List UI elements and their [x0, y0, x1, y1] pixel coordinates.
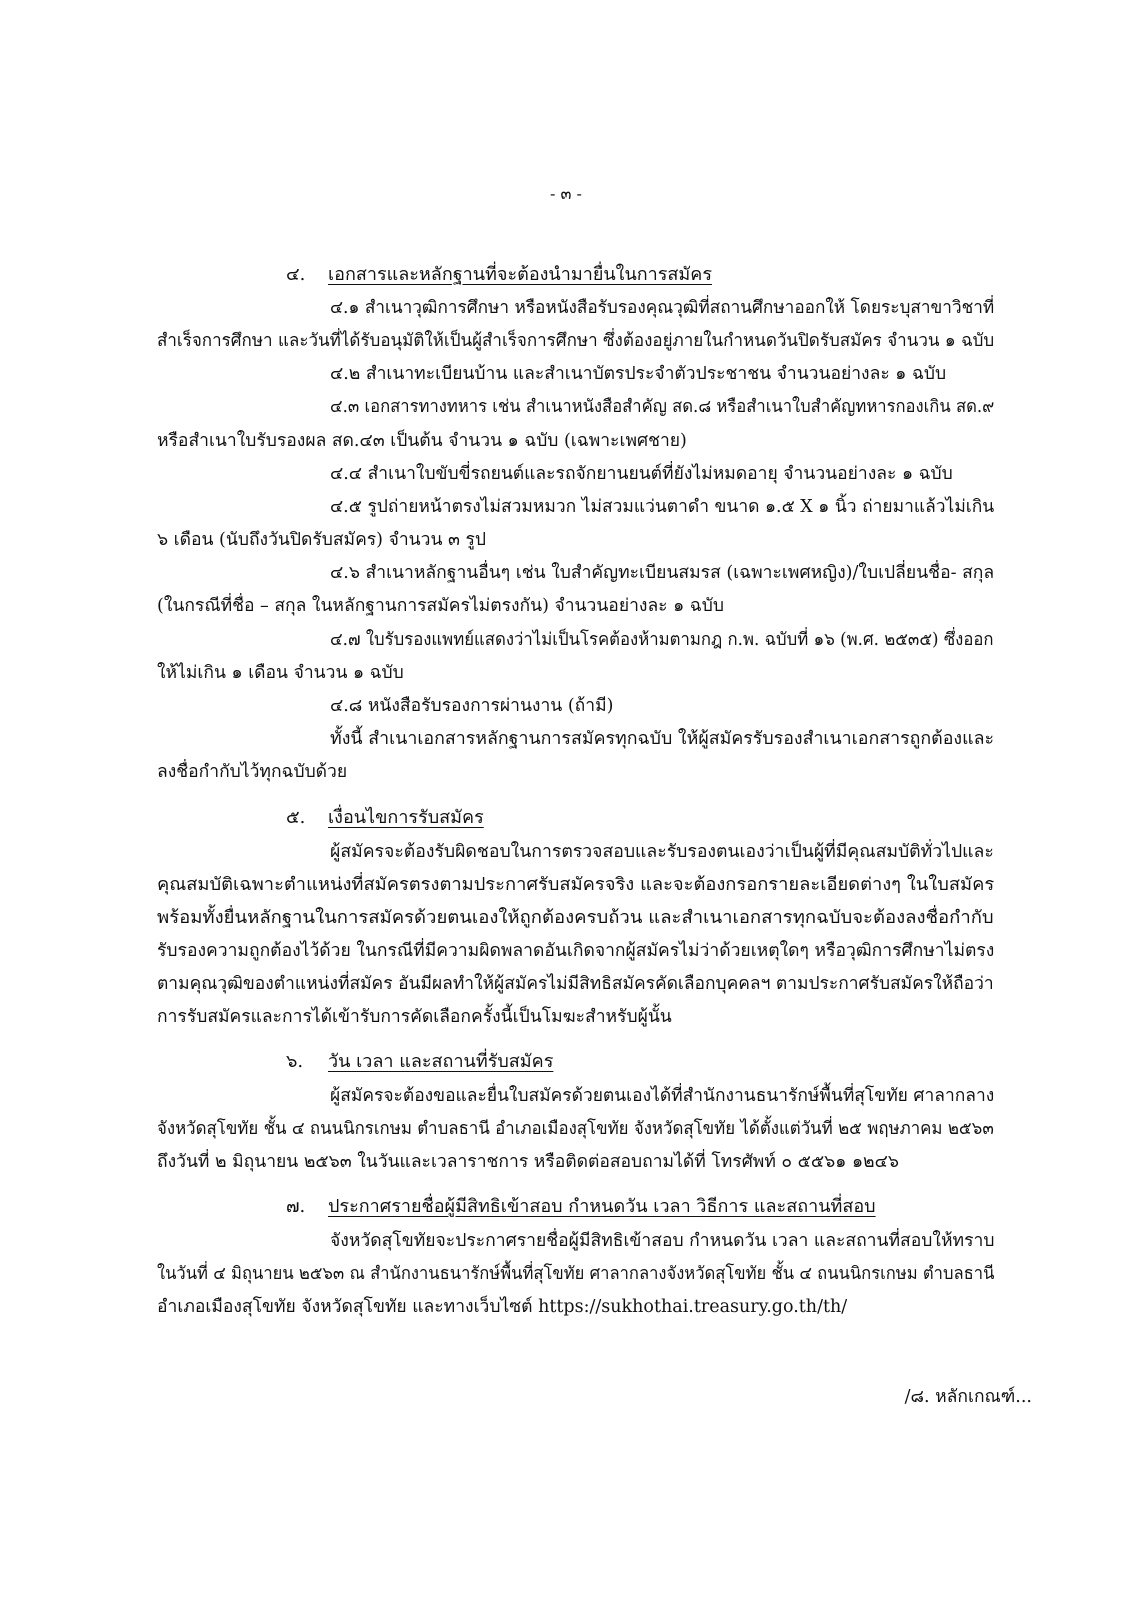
paragraph-line: ๔.๔ สำเนาใบขับขี่รถยนต์และรถจักยานยนต์ที่ยังไม่หมดอายุ จำนวนอย่างละ ๑ ฉบับ — [330, 464, 953, 484]
section-7-heading — [286, 1195, 876, 1219]
paragraph-line: จังหวัดสุโขทัยจะประกาศรายชื่อผู้มีสิทธิเข้าสอบ กำหนดวัน เวลา และสถานที่สอบให้ทราบ — [330, 1231, 995, 1251]
paragraph-line: ๔.๖ สำเนาหลักฐานอื่นๆ เช่น ใบสำคัญทะเบียนสมรส (เฉพาะเพศหญิง)/ใบเปลี่ยนชื่อ- สกุล — [330, 563, 995, 583]
section-5-number: ๕. — [286, 807, 306, 828]
paragraph-line: ให้ไม่เกิน ๑ เดือน จำนวน ๑ ฉบับ — [157, 663, 404, 683]
section-6-number: ๖. — [286, 1051, 304, 1072]
paragraph-line: ๔.๘ หนังสือรับรองการผ่านงาน (ถ้ามี) — [330, 696, 614, 716]
paragraph-line: ๖ เดือน (นับถึงวันปิดรับสมัคร) จำนวน ๓ รูป — [157, 530, 487, 550]
paragraph-line: การรับสมัครและการได้เข้ารับการคัดเลือกครั้งนี้เป็นโมฆะสำหรับผู้นั้น — [157, 1007, 672, 1027]
paragraph-line: ๔.๒ สำเนาทะเบียนบ้าน และสำเนาบัตรประจำตัวประชาชน จำนวนอย่างละ ๑ ฉบับ — [330, 364, 947, 384]
paragraph-line: ๔.๗ ใบรับรองแพทย์แสดงว่าไม่เป็นโรคต้องห้ามตามกฎ ก.พ. ฉบับที่ ๑๖ (พ.ศ. ๒๕๓๕) ซึ่งออก — [330, 630, 994, 650]
paragraph-line: ๔.๕ รูปถ่ายหน้าตรงไม่สวมหมวก ไม่สวมแว่นตาดำ ขนาด ๑.๕ X ๑ นิ้ว ถ่ายมาแล้วไม่เกิน — [330, 497, 995, 517]
paragraph-line: ลงชื่อกำกับไว้ทุกฉบับด้วย — [157, 762, 348, 782]
section-4-title: เอกสารและหลักฐานที่จะต้องนำมายื่นในการสมัคร — [328, 264, 712, 285]
section-5-heading — [286, 806, 484, 830]
paragraph-line: สำเร็จการศึกษา และวันที่ได้รับอนุมัติให้เป็นผู้สำเร็จการศึกษา ซึ่งต้องอยู่ภายในกำหนดวันปิดรับสมัคร จำนวน ๑ ฉบับ — [157, 331, 995, 351]
paragraph-line: พร้อมทั้งยื่นหลักฐานในการสมัครด้วยตนเองให้ถูกต้องครบถ้วน และสำเนาเอกสารทุกฉบับจะต้องลงชื่อกำกับ — [157, 908, 994, 928]
paragraph-line: ในวันที่ ๔ มิถุนายน ๒๕๖๓ ณ สำนักงานธนารักษ์พื้นที่สุโขทัย ศาลากลางจังหวัดสุโขทัย ชั้น ๔ ถนนนิกรเกษม ตำบลธานี — [157, 1264, 995, 1284]
paragraph-line: รับรองความถูกต้องไว้ด้วย ในกรณีที่มีความผิดพลาดอันเกิดจากผู้สมัครไม่ว่าด้วยเหตุใดๆ หรือวุฒิการศึกษาไม่ตรง — [157, 941, 995, 961]
paragraph-line: (ในกรณีที่ชื่อ – สกุล ในหลักฐานการสมัครไม่ตรงกัน) จำนวนอย่างละ ๑ ฉบับ — [157, 596, 724, 616]
paragraph-line: ผู้สมัครจะต้องขอและยื่นใบสมัครด้วยตนเองได้ที่สำนักงานธนารักษ์พื้นที่สุโขทัย ศาลากลาง — [330, 1086, 995, 1106]
section-5-title: เงื่อนไขการรับสมัคร — [328, 807, 484, 828]
paragraph-line: คุณสมบัติเฉพาะตำแหน่งที่สมัครตรงตามประกาศรับสมัครจริง และจะต้องกรอกรายละเอียดต่างๆ ในใบสมัคร — [157, 875, 995, 895]
paragraph-line: หรือสำเนาใบรับรองผล สด.๔๓ เป็นต้น จำนวน ๑ ฉบับ (เฉพาะเพศชาย) — [157, 431, 687, 451]
section-6-heading — [286, 1050, 553, 1074]
paragraph-line: อำเภอเมืองสุโขทัย จังหวัดสุโขทัย และทางเว็บไซต์ https://sukhothai.treasury.go.th/th/ — [157, 1297, 848, 1317]
paragraph-line: ๔.๓ เอกสารทางทหาร เช่น สำเนาหนังสือสำคัญ สด.๘ หรือสำเนาใบสำคัญทหารกองเกิน สด.๙ — [330, 397, 995, 417]
continuation-footer: /๘. หลักเกณฑ์... — [904, 1387, 1032, 1407]
page-number: - ๓ - — [550, 184, 582, 203]
section-4-heading — [286, 263, 712, 287]
section-4-number: ๔. — [286, 264, 306, 285]
paragraph-line: ๔.๑ สำเนาวุฒิการศึกษา หรือหนังสือรับรองคุณวุฒิที่สถานศึกษาออกให้ โดยระบุสาขาวิชาที่ — [330, 298, 995, 318]
paragraph-line: ผู้สมัครจะต้องรับผิดชอบในการตรวจสอบและรับรองตนเองว่าเป็นผู้ที่มีคุณสมบัติทั่วไปและ — [330, 842, 994, 862]
section-7-title: ประกาศรายชื่อผู้มีสิทธิเข้าสอบ กำหนดวัน เวลา วิธีการ และสถานที่สอบ — [328, 1196, 876, 1217]
section-7-number: ๗. — [286, 1196, 306, 1217]
paragraph-line: ทั้งนี้ สำเนาเอกสารหลักฐานการสมัครทุกฉบับ ให้ผู้สมัครรับรองสำเนาเอกสารถูกต้องและ — [330, 729, 995, 749]
paragraph-line: ตามคุณวุฒิของตำแหน่งที่สมัคร อันมีผลทำให้ผู้สมัครไม่มีสิทธิสมัครคัดเลือกบุคคลฯ ตามประกาศรับสมัครให้ถือว่า — [157, 974, 994, 994]
section-6-title: วัน เวลา และสถานที่รับสมัคร — [328, 1051, 554, 1072]
paragraph-line: จังหวัดสุโขทัย ชั้น ๔ ถนนนิกรเกษม ตำบลธานี อำเภอเมืองสุโขทัย จังหวัดสุโขทัย ได้ตั้งแต่วันที่ ๒๕ พฤษภาคม ๒๕๖๓ — [157, 1119, 994, 1139]
paragraph-line: ถึงวันที่ ๒ มิถุนายน ๒๕๖๓ ในวันและเวลาราชการ หรือติดต่อสอบถามได้ที่ โทรศัพท์ ๐ ๕๕๖๑ ๑๒๔๖ — [157, 1152, 899, 1172]
